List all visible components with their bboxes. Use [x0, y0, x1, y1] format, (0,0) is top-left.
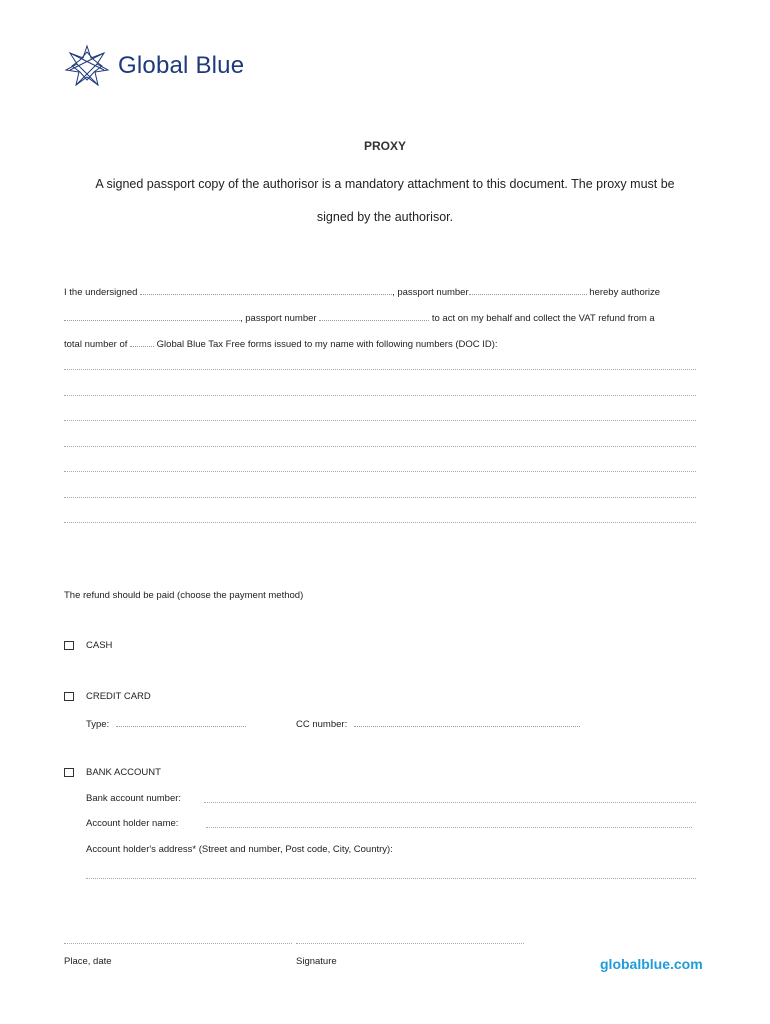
doc-id-line-1[interactable] — [64, 369, 696, 370]
doc-id-line-5[interactable] — [64, 471, 696, 472]
logo-text: Global Blue — [118, 52, 245, 79]
holder-name-label: Account holder name: — [86, 818, 179, 829]
card-type-row — [86, 717, 246, 730]
holder-address-label: Account holder's address* (Street and number, Post code, City, Country): — [86, 844, 393, 855]
card-type-field[interactable] — [116, 717, 246, 727]
signature-field[interactable] — [296, 943, 524, 944]
page-title: PROXY — [363, 139, 406, 153]
bank-number-field[interactable] — [204, 802, 696, 803]
doc-id-line-7[interactable] — [64, 522, 696, 523]
authorize-label: hereby authorize — [589, 287, 661, 298]
logo — [64, 44, 244, 88]
holder-address-field[interactable] — [86, 878, 696, 879]
bank-number-label: Bank account number: — [86, 793, 182, 804]
cc-number-field[interactable] — [354, 717, 580, 727]
undersigned-passport-field[interactable] — [469, 285, 587, 295]
bank-account-checkbox[interactable] — [64, 768, 74, 777]
footer-url[interactable]: globalblue.com — [600, 956, 703, 972]
intro-line-2: signed by the authorisor. — [316, 210, 454, 224]
cc-number-label: CC number: — [296, 719, 348, 730]
undersigned-label: I the undersigned — [64, 287, 138, 298]
passport-label-1: , passport number — [392, 287, 469, 298]
card-type-label: Type: — [86, 719, 110, 730]
signature-label: Signature — [296, 956, 337, 967]
cash-label: CASH — [86, 640, 113, 651]
intro-line-1: A signed passport copy of the authorisor is a mandatory attachment to this document. The proxy must be — [95, 177, 675, 191]
cash-option[interactable] — [64, 640, 112, 651]
proxy-line — [64, 311, 655, 324]
doc-id-line-2[interactable] — [64, 395, 696, 396]
doc-id-line-6[interactable] — [64, 497, 696, 498]
bank-account-option[interactable] — [64, 767, 161, 778]
passport-label-2: , passport number — [240, 313, 317, 324]
undersigned-name-field[interactable] — [140, 285, 392, 295]
forms-label: Global Blue Tax Free forms issued to my name with following numbers (DOC ID): — [156, 339, 498, 350]
bank-account-label: BANK ACCOUNT — [86, 767, 161, 778]
global-blue-star-icon — [64, 44, 110, 88]
place-date-field[interactable] — [64, 943, 292, 944]
proxy-passport-field[interactable] — [319, 311, 429, 321]
cash-checkbox[interactable] — [64, 641, 74, 650]
total-number-field[interactable] — [130, 337, 154, 347]
proxy-name-field[interactable] — [64, 311, 240, 321]
holder-name-field[interactable] — [206, 827, 692, 828]
credit-card-option[interactable] — [64, 691, 151, 702]
intro-text — [60, 168, 710, 234]
doc-id-line-3[interactable] — [64, 420, 696, 421]
total-number-label: total number of — [64, 339, 128, 350]
act-on-behalf-label: to act on my behalf and collect the VAT refund from a — [431, 313, 655, 324]
credit-card-label: CREDIT CARD — [86, 691, 151, 702]
doc-id-line-4[interactable] — [64, 446, 696, 447]
credit-card-checkbox[interactable] — [64, 692, 74, 701]
undersigned-line — [64, 285, 660, 298]
total-forms-line — [64, 337, 498, 350]
refund-heading: The refund should be paid (choose the payment method) — [64, 590, 304, 601]
cc-number-row — [296, 717, 580, 730]
place-date-label: Place, date — [64, 956, 112, 967]
